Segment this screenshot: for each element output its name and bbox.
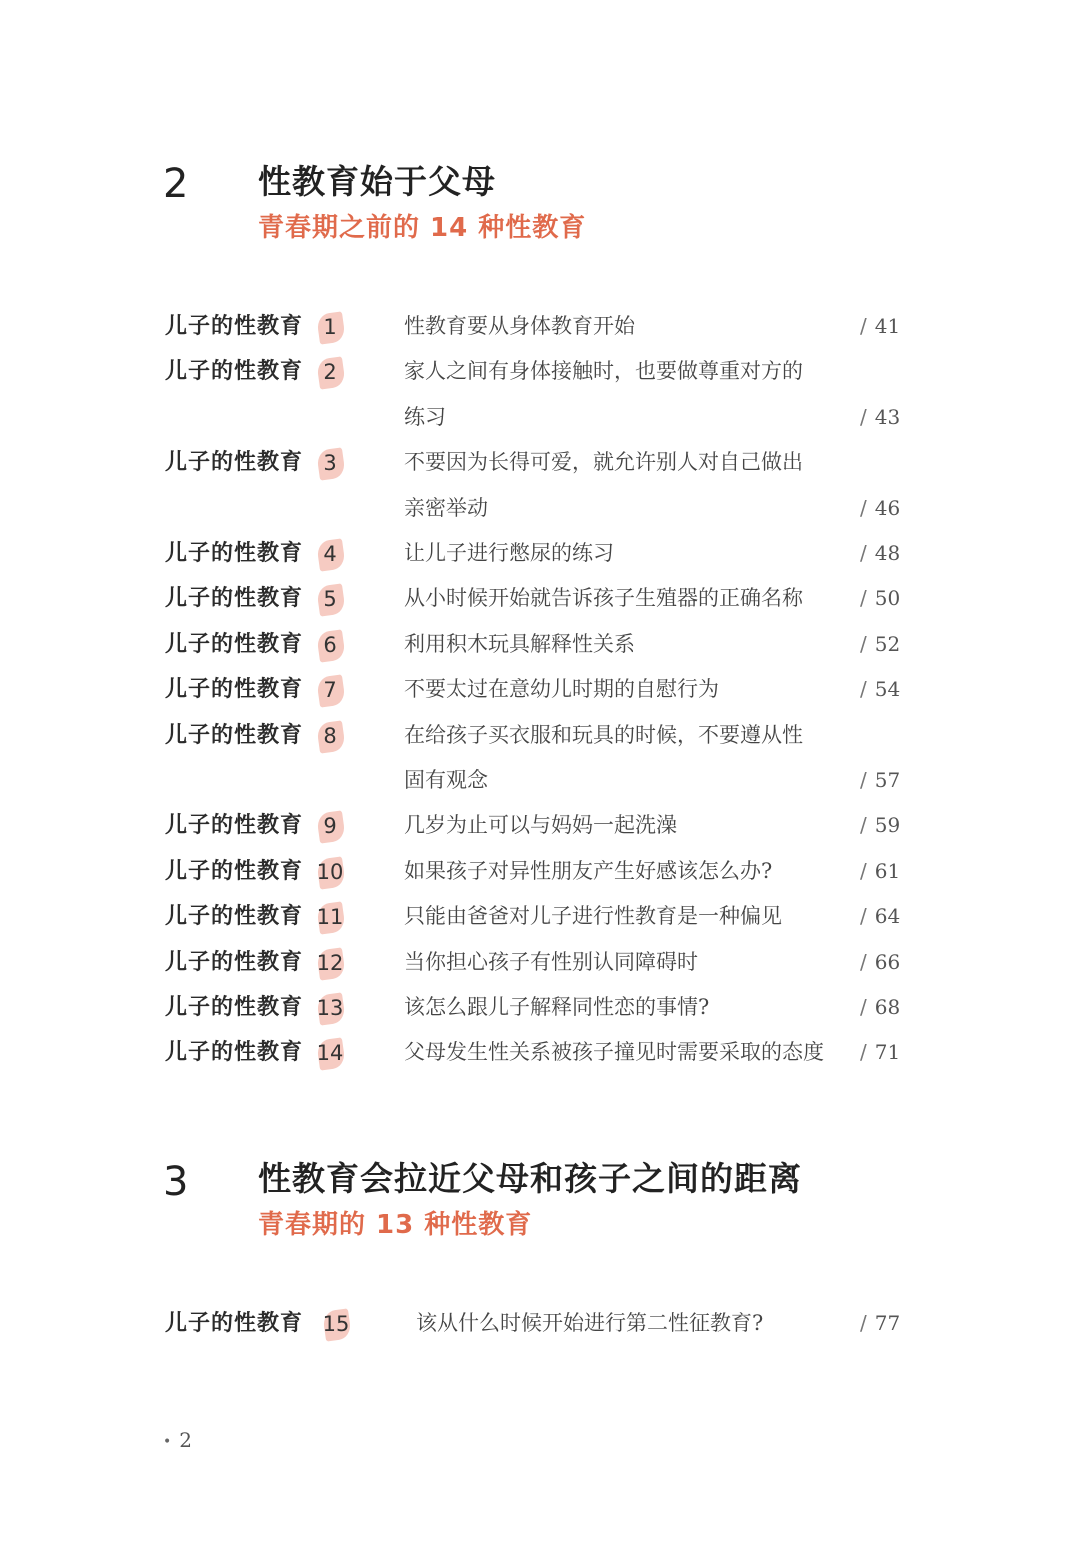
page-number-value: 2	[179, 1428, 192, 1452]
entry-title-line: 让儿子进行憋尿的练习	[404, 541, 614, 565]
entry-series-label: 儿子的性教育	[165, 722, 304, 748]
entry-series-label: 儿子的性教育	[165, 904, 304, 930]
entry-number: 13	[316, 996, 344, 1020]
page-number	[163, 1428, 192, 1452]
entry-title-line: 父母发生性关系被孩子撞见时需要采取的态度	[404, 1040, 824, 1065]
page-ref-number: 50	[874, 586, 901, 611]
toc-entry[interactable]	[0, 1030, 1080, 1075]
entry-number-badge	[312, 811, 352, 841]
slash-separator: /	[860, 1040, 867, 1065]
entry-number: 6	[323, 632, 337, 657]
page-ref-number: 66	[874, 949, 901, 974]
toc-entry[interactable]	[0, 304, 1080, 349]
entry-number-badge	[312, 857, 352, 887]
entry-number: 7	[323, 678, 337, 703]
toc-entry[interactable]	[0, 622, 1080, 667]
page-ref-number: 46	[874, 495, 901, 520]
entry-title-line: 固有观念	[404, 767, 488, 792]
entry-number-badge	[312, 675, 352, 705]
entry-series-label: 儿子的性教育	[165, 858, 304, 884]
page-ref-number: 43	[874, 404, 901, 429]
slash-separator: /	[860, 949, 867, 974]
slash-separator: /	[860, 631, 867, 656]
entry-number-badge	[312, 312, 352, 342]
bullet-dot-icon: •	[163, 1433, 172, 1450]
entry-number-badge	[312, 584, 352, 614]
toc-entry[interactable]	[0, 1301, 1080, 1346]
entry-number: 3	[323, 451, 337, 476]
chapter-number: 2	[163, 161, 189, 207]
page-ref-number: 41	[874, 314, 901, 338]
entry-page-ref	[860, 304, 912, 349]
page-ref-number: 64	[874, 904, 901, 929]
entry-number-badge	[312, 721, 352, 751]
entry-number-badge	[312, 948, 352, 978]
page-ref-number: 71	[874, 1040, 901, 1065]
chapter-subtitle: 青春期的 13 种性教育	[258, 1210, 533, 1240]
entry-series-label: 儿子的性教育	[165, 1311, 304, 1336]
slash-separator: /	[860, 1311, 867, 1335]
entry-number: 10	[316, 859, 344, 884]
entry-page-ref	[860, 985, 912, 1030]
toc-entry[interactable]	[0, 894, 1080, 939]
entry-number: 9	[323, 814, 337, 839]
chapter-title: 性教育始于父母	[258, 162, 496, 201]
entry-number-badge	[312, 357, 352, 387]
page-ref-number: 68	[874, 995, 901, 1019]
slash-separator: /	[860, 586, 867, 611]
entry-number: 2	[323, 360, 337, 385]
entry-number: 4	[323, 542, 337, 566]
entry-title-line: 从小时候开始就告诉孩子生殖器的正确名称	[404, 586, 803, 611]
entry-number-badge	[312, 539, 352, 569]
slash-separator: /	[860, 904, 867, 929]
entry-page-ref	[860, 622, 912, 667]
entry-number: 8	[323, 723, 337, 748]
entry-page-ref	[860, 395, 912, 440]
entry-page-ref	[860, 576, 912, 621]
toc-entry[interactable]	[0, 576, 1080, 621]
entry-number: 11	[316, 905, 344, 930]
toc-entry[interactable]	[0, 940, 1080, 985]
entry-number-badge	[312, 630, 352, 660]
entry-title-line: 不要太过在意幼儿时期的自慰行为	[404, 677, 719, 702]
entry-number: 14	[316, 1041, 344, 1066]
entry-series-label: 儿子的性教育	[165, 677, 304, 703]
slash-separator: /	[860, 858, 867, 883]
entry-series-label: 儿子的性教育	[165, 949, 304, 975]
slash-separator: /	[860, 767, 867, 792]
entry-title-line: 该怎么跟儿子解释同性恋的事情?	[404, 995, 710, 1019]
page-ref-number: 54	[874, 677, 901, 702]
page-ref-number: 61	[874, 858, 901, 883]
entry-number: 1	[323, 315, 337, 339]
toc-entry[interactable]	[0, 667, 1080, 712]
entry-title-line: 不要因为长得可爱，就允许别人对自己做出	[404, 450, 803, 475]
slash-separator: /	[860, 314, 867, 338]
toc-entry[interactable]	[0, 531, 1080, 576]
entry-series-label: 儿子的性教育	[165, 813, 304, 839]
entry-number-badge	[312, 902, 352, 932]
entry-number: 5	[323, 587, 337, 612]
page-ref-number: 57	[874, 767, 901, 792]
entry-title-line: 当你担心孩子有性别认同障碍时	[404, 949, 698, 974]
entry-series-label: 儿子的性教育	[165, 631, 304, 657]
entry-title-line: 该从什么时候开始进行第二性征教育?	[416, 1311, 764, 1335]
entry-series-label: 儿子的性教育	[165, 1040, 304, 1066]
entry-title-line: 在给孩子买衣服和玩具的时候，不要遵从性	[404, 722, 803, 747]
entry-page-ref	[860, 849, 912, 894]
entry-page-ref	[860, 1030, 912, 1075]
slash-separator: /	[860, 995, 867, 1019]
entry-title-line: 性教育要从身体教育开始	[404, 314, 635, 338]
entry-title-line: 亲密举动	[404, 495, 488, 520]
toc-entry[interactable]	[0, 803, 1080, 848]
page-ref-number: 52	[874, 631, 901, 656]
entry-page-ref	[860, 531, 912, 576]
entry-page-ref	[860, 803, 912, 848]
chapter-title: 性教育会拉近父母和孩子之间的距离	[258, 1159, 802, 1198]
entry-page-ref	[860, 940, 912, 985]
entry-title-line: 如果孩子对异性朋友产生好感该怎么办?	[404, 858, 773, 883]
toc-entry[interactable]	[0, 849, 1080, 894]
entry-page-ref	[860, 758, 912, 803]
chapter-subtitle: 青春期之前的 14 种性教育	[258, 213, 587, 243]
entry-title-line: 练习	[404, 404, 446, 429]
entry-page-ref	[860, 667, 912, 712]
entry-page-ref	[860, 486, 912, 531]
entry-title-line: 只能由爸爸对儿子进行性教育是一种偏见	[404, 904, 782, 929]
toc-entry[interactable]	[0, 713, 1080, 804]
entry-number-badge	[312, 448, 352, 478]
entry-series-label: 儿子的性教育	[165, 450, 304, 476]
entry-title-line: 利用积木玩具解释性关系	[404, 631, 635, 656]
entry-number-badge	[312, 993, 352, 1023]
slash-separator: /	[860, 404, 867, 429]
toc-entry[interactable]	[0, 349, 1080, 440]
entry-number-badge	[318, 1309, 358, 1339]
toc-entry[interactable]	[0, 985, 1080, 1030]
entry-title-line: 家人之间有身体接触时，也要做尊重对方的	[404, 359, 803, 384]
slash-separator: /	[860, 677, 867, 702]
entry-number: 15	[322, 1312, 350, 1336]
entry-number-badge	[312, 1038, 352, 1068]
entry-number: 12	[316, 950, 344, 975]
entry-page-ref	[860, 1301, 912, 1346]
entry-series-label: 儿子的性教育	[165, 541, 304, 566]
chapter-number: 3	[163, 1159, 189, 1205]
entry-series-label: 儿子的性教育	[165, 314, 304, 339]
entry-title-line: 几岁为止可以与妈妈一起洗澡	[404, 813, 677, 838]
toc-entry[interactable]	[0, 440, 1080, 531]
page-ref-number: 77	[874, 1311, 901, 1335]
entry-page-ref	[860, 894, 912, 939]
slash-separator: /	[860, 813, 867, 838]
entry-series-label: 儿子的性教育	[165, 995, 304, 1020]
page-ref-number: 48	[874, 541, 901, 565]
slash-separator: /	[860, 495, 867, 520]
entry-series-label: 儿子的性教育	[165, 359, 304, 385]
entry-series-label: 儿子的性教育	[165, 586, 304, 612]
slash-separator: /	[860, 541, 867, 565]
page-ref-number: 59	[874, 813, 901, 838]
